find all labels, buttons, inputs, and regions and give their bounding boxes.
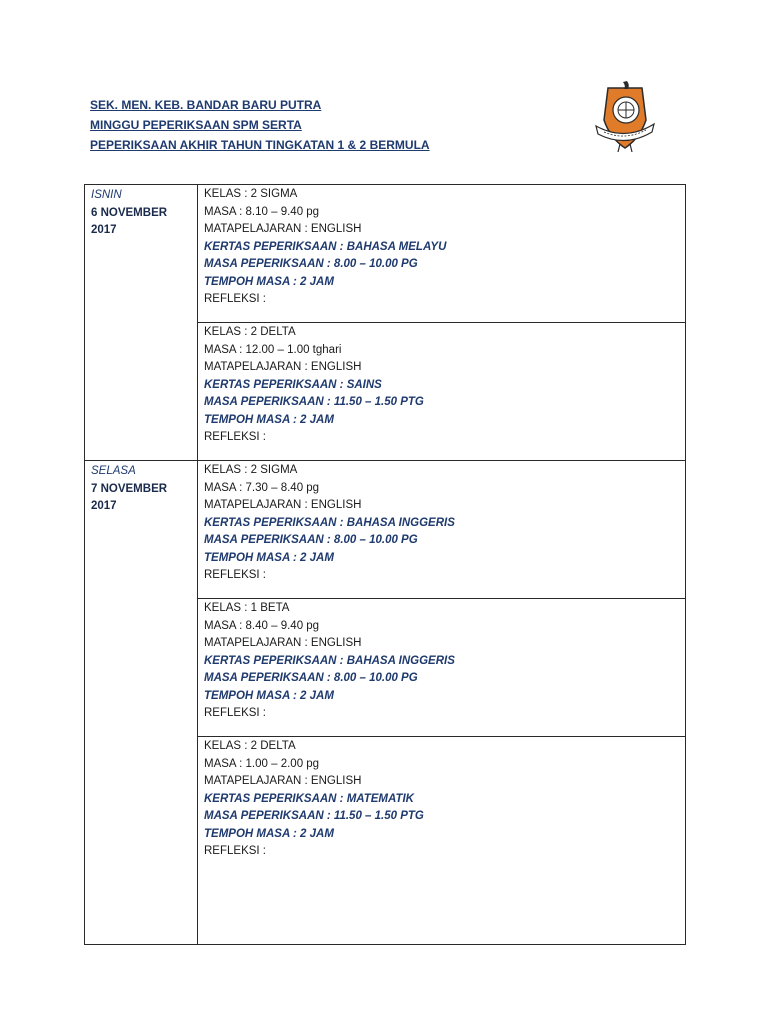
day-cell-selasa bbox=[85, 461, 198, 945]
masa-peperiksaan-line: MASA PEPERIKSAAN : 8.00 – 10.00 PG bbox=[204, 672, 418, 684]
matapelajaran-line: MATAPELAJARAN : ENGLISH bbox=[204, 499, 362, 511]
day-year: 2017 bbox=[91, 500, 117, 512]
masa-line: MASA : 1.00 – 2.00 pg bbox=[204, 757, 320, 770]
refleksi-line: REFLEKSI : bbox=[204, 293, 266, 305]
masa-peperiksaan-line: MASA PEPERIKSAAN : 11.50 – 1.50 PTG bbox=[204, 810, 424, 822]
refleksi-line: REFLEKSI : bbox=[204, 845, 266, 857]
tempoh-line: TEMPOH MASA : 2 JAM bbox=[204, 275, 334, 288]
kelas-line: KELAS : 2 SIGMA bbox=[204, 464, 298, 476]
matapelajaran-line: MATAPELAJARAN : ENGLISH bbox=[204, 223, 362, 235]
kertas-line: KERTAS PEPERIKSAAN : BAHASA INGGERIS bbox=[204, 654, 455, 667]
tempoh-line: TEMPOH MASA : 2 JAM bbox=[204, 413, 334, 426]
day-name: SELASA bbox=[91, 465, 136, 477]
header-subtitle-2: PEPERIKSAAN AKHIR TAHUN TINGKATAN 1 & 2 BERMULA bbox=[90, 138, 430, 152]
class-entry bbox=[198, 599, 686, 737]
kertas-line: KERTAS PEPERIKSAAN : BAHASA MELAYU bbox=[204, 240, 447, 253]
matapelajaran-line: MATAPELAJARAN : ENGLISH bbox=[204, 361, 362, 373]
day-date: 6 NOVEMBER bbox=[91, 206, 168, 219]
kertas-line: KERTAS PEPERIKSAAN : SAINS bbox=[204, 378, 382, 391]
day-date: 7 NOVEMBER bbox=[91, 482, 168, 495]
masa-line: MASA : 8.10 – 9.40 pg bbox=[204, 205, 320, 218]
exam-schedule-table bbox=[84, 184, 686, 945]
kelas-line: KELAS : 2 DELTA bbox=[204, 326, 296, 338]
kelas-line: KELAS : 2 DELTA bbox=[204, 740, 296, 752]
refleksi-line: REFLEKSI : bbox=[204, 431, 266, 443]
day-name: ISNIN bbox=[91, 189, 122, 201]
header-subtitle-1: MINGGU PEPERIKSAAN SPM SERTA bbox=[90, 118, 302, 132]
masa-line: MASA : 12.00 – 1.00 tghari bbox=[204, 343, 342, 356]
day-year: 2017 bbox=[91, 224, 117, 236]
class-entry bbox=[198, 737, 686, 945]
school-name: SEK. MEN. KEB. BANDAR BARU PUTRA bbox=[90, 98, 322, 112]
masa-line: MASA : 8.40 – 9.40 pg bbox=[204, 619, 320, 632]
matapelajaran-line: MATAPELAJARAN : ENGLISH bbox=[204, 637, 362, 649]
masa-peperiksaan-line: MASA PEPERIKSAAN : 11.50 – 1.50 PTG bbox=[204, 396, 424, 408]
school-crest-icon bbox=[590, 80, 660, 152]
class-entry bbox=[198, 323, 686, 461]
kertas-line: KERTAS PEPERIKSAAN : BAHASA INGGERIS bbox=[204, 516, 455, 529]
day-cell-isnin bbox=[85, 185, 198, 461]
table-row bbox=[85, 461, 686, 599]
kertas-line: KERTAS PEPERIKSAAN : MATEMATIK bbox=[204, 792, 414, 805]
matapelajaran-line: MATAPELAJARAN : ENGLISH bbox=[204, 775, 362, 787]
refleksi-line: REFLEKSI : bbox=[204, 707, 266, 719]
kelas-line: KELAS : 2 SIGMA bbox=[204, 188, 298, 200]
kelas-line: KELAS : 1 BETA bbox=[204, 602, 290, 614]
masa-line: MASA : 7.30 – 8.40 pg bbox=[204, 481, 320, 494]
class-entry bbox=[198, 185, 686, 323]
tempoh-line: TEMPOH MASA : 2 JAM bbox=[204, 689, 334, 702]
document-header bbox=[90, 95, 560, 155]
tempoh-line: TEMPOH MASA : 2 JAM bbox=[204, 827, 334, 840]
masa-peperiksaan-line: MASA PEPERIKSAAN : 8.00 – 10.00 PG bbox=[204, 258, 418, 270]
tempoh-line: TEMPOH MASA : 2 JAM bbox=[204, 551, 334, 564]
masa-peperiksaan-line: MASA PEPERIKSAAN : 8.00 – 10.00 PG bbox=[204, 534, 418, 546]
refleksi-line: REFLEKSI : bbox=[204, 569, 266, 581]
table-row bbox=[85, 185, 686, 323]
class-entry bbox=[198, 461, 686, 599]
